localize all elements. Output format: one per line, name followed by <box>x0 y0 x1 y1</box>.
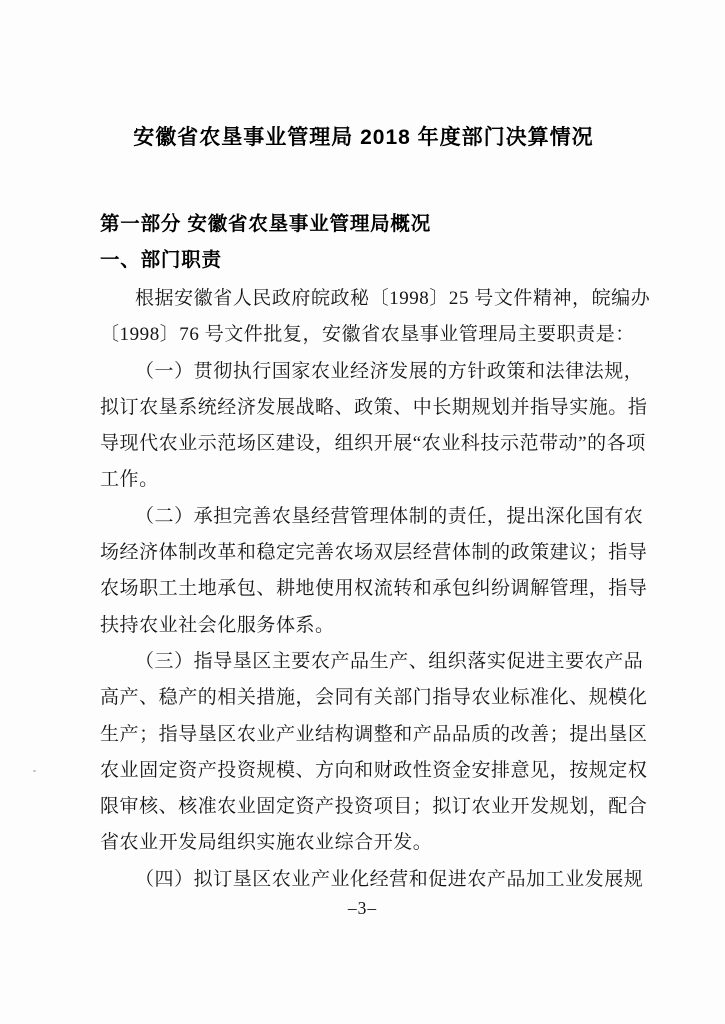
body-line: 扶持农业社会化服务体系。 <box>100 614 335 636</box>
body-line: 工作。 <box>100 469 159 491</box>
section-heading: 第一部分 安徽省农垦事业管理局概况 <box>100 213 432 235</box>
body-line: 生产；指导垦区农业产业结构调整和产品品质的改善；提出垦区 <box>100 723 648 745</box>
body-line: （一）贯彻执行国家农业经济发展的方针政策和法律法规， <box>135 360 644 382</box>
body-text <box>100 281 651 898</box>
body-line: 场经济体制改革和稳定完善农场双层经营体制的政策建议；指导 <box>100 542 648 564</box>
page-number: –3– <box>347 898 378 918</box>
body-line: 导现代农业示范场区建设，组织开展“农业科技示范带动”的各项 <box>100 433 646 455</box>
body-line: 省农业开发局组织实施农业综合开发。 <box>100 832 433 854</box>
body-line: （三）指导垦区主要农产品生产、组织落实促进主要农产品 <box>135 650 644 672</box>
document-title: 安徽省农垦事业管理局 2018 年度部门决算情况 <box>133 126 594 149</box>
body-line: 根据安徽省人民政府皖政秘〔1998〕25 号文件精神，皖编办 <box>135 288 651 309</box>
body-line: 高产、稳产的相关措施，会同有关部门指导农业标准化、规模化 <box>100 687 648 709</box>
subsection-heading: 一、部门职责 <box>100 249 222 271</box>
body-line: 农业固定资产投资规模、方向和财政性资金安排意见，按规定权 <box>100 759 648 781</box>
body-line: （二）承担完善农垦经营管理体制的责任，提出深化国有农 <box>135 505 644 527</box>
body-line: （四）拟订垦区农业产业化经营和促进农产品加工业发展规 <box>135 868 644 890</box>
document-content <box>100 0 651 898</box>
body-line: 〔1998〕76 号文件批复，安徽省农垦事业管理局主要职责是： <box>100 324 635 346</box>
body-line: 限审核、核准农业固定资产投资项目；拟订农业开发规划，配合 <box>100 796 648 818</box>
body-line: 农场职工土地承包、耕地使用权流转和承包纠纷调解管理，指导 <box>100 578 648 600</box>
scan-artifact-speck <box>33 770 36 772</box>
body-line: 拟订农垦系统经济发展战略、政策、中长期规划并指导实施。指 <box>100 396 648 418</box>
